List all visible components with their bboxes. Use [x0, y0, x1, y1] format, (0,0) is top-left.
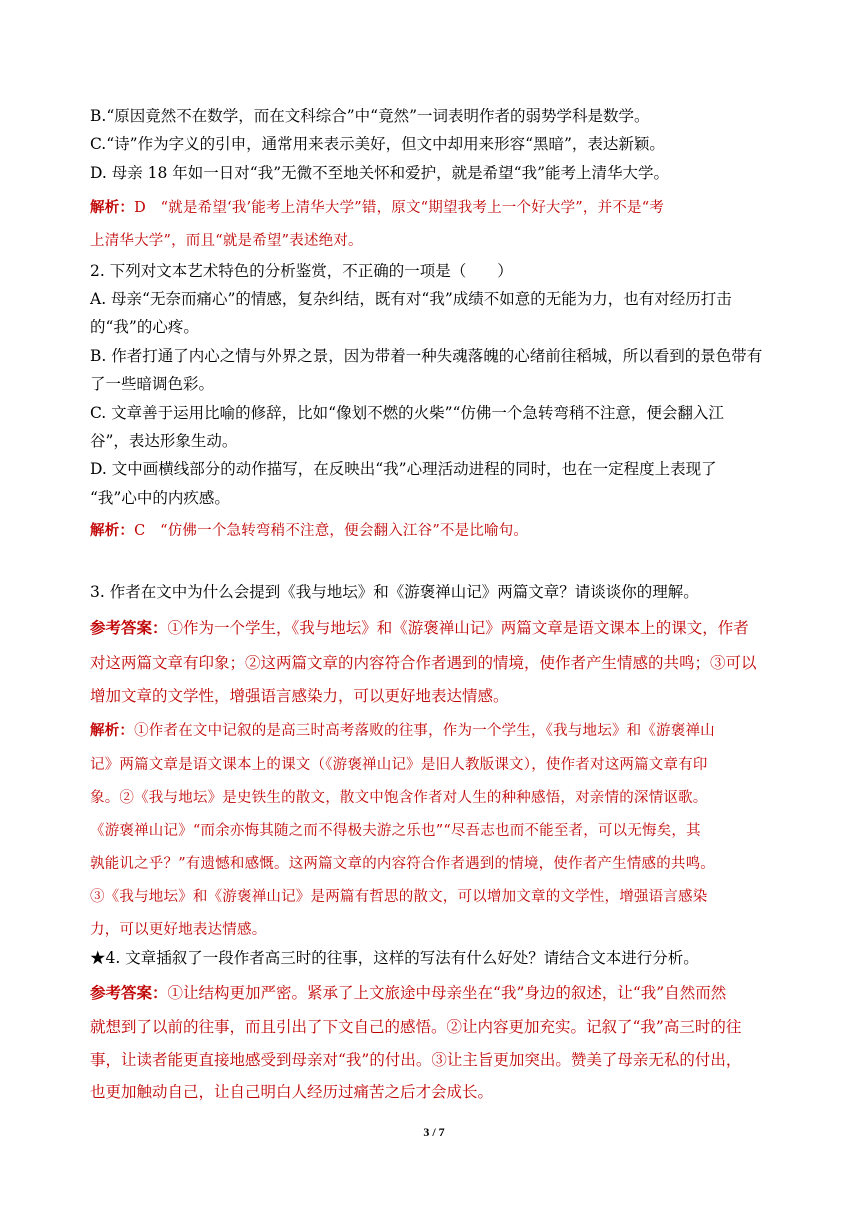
option-c-line: C.“诗”作为字义的引申，通常用来表示美好，但文中却用来形容“黑暗”，表达新颖。	[90, 135, 665, 153]
analysis-text: D “就是希望‘我’能考上清华大学”错，原文“期望我考上一个好大学”，并不是“考	[134, 200, 665, 216]
option-b-cont-2: 了一些暗调色彩。	[90, 375, 215, 393]
analysis-3-cont-4: 孰能讥之乎？”有遗憾和感慨。这两篇文章的内容符合作者遇到的情境，使作者产生情感的共鸣。	[90, 856, 716, 872]
analysis-3-cont-6: 力，可以更好地表达情感。	[90, 922, 267, 938]
option-d-cont-2: “我”心中的内疚感。	[90, 489, 230, 507]
analysis-label: 解析：	[90, 200, 135, 216]
analysis-1-cont: 上清华大学”，而且“就是希望”表述绝对。	[90, 233, 363, 249]
question-4: ★4. 文章插叙了一段作者高三时的往事，这样的写法有什么好处？请结合文本进行分析。	[90, 949, 699, 967]
answer-3-cont-2: 增加文章的文学性，增强语言感染力，可以更好地表达情感。	[90, 687, 509, 705]
analysis-label: 解析：	[90, 723, 135, 739]
question-2: 2. 下列对文本艺术特色的分析鉴赏，不正确的一项是（ ）	[90, 262, 513, 280]
analysis-2-line	[90, 521, 790, 541]
analysis-text: C “仿佛一个急转弯稍不注意，便会翻入江谷”不是比喻句。	[134, 523, 529, 539]
answer-4-cont-3: 也更加触动自己，让自己明白人经历过痛苦之后才会成长。	[90, 1083, 494, 1101]
answer-4-cont-1: 就想到了以前的往事，而且引出了下文自己的感悟。②让内容更加充实。记叙了“我”高三时的往	[90, 1018, 742, 1036]
analysis-1-line	[90, 198, 790, 218]
option-a-cont: 的“我”的心疼。	[90, 318, 199, 336]
analysis-3-cont-2: 象。②《我与地坛》是史铁生的散文，散文中饱含作者对人生的种种感悟，对亲情的深情讴歌。	[90, 790, 708, 806]
page-number: 3 / 7	[423, 1125, 445, 1139]
option-d-line-2: D. 文中画横线部分的动作描写，在反映出“我”心理活动进程的同时，也在一定程度上表现了	[90, 460, 717, 478]
answer-text: ①让结构更加严密。紧承了上文旅途中母亲坐在“我”身边的叙述，让“我”自然而然	[167, 984, 727, 1002]
analysis-3-line	[90, 721, 790, 741]
option-b-line: B.“原因竟然不在数学，而在文科综合”中“竟然”一词表明作者的弱势学科是数学。	[90, 107, 650, 125]
answer-3-cont-1: 对这两篇文章有印象；②这两篇文章的内容符合作者遇到的情境，使作者产生情感的共鸣；③可以	[90, 654, 757, 672]
analysis-3-cont-1: 记》两篇文章是语文课本上的课文（《游褒禅山记》是旧人教版课文），使作者对这两篇文章有印	[90, 757, 708, 773]
analysis-3-cont-5: ③《我与地坛》和《游褒禅山记》是两篇有哲思的散文，可以增加文章的文学性，增强语言感染	[90, 889, 708, 905]
analysis-label: 解析：	[90, 523, 135, 539]
answer-label: 参考答案：	[90, 984, 168, 1002]
answer-text: ①作为一个学生，《我与地坛》和《游褒禅山记》两篇文章是语文课本上的课文，作者	[167, 619, 749, 637]
answer-4-line	[90, 983, 790, 1003]
answer-3-line	[90, 618, 790, 638]
option-c-line-2: C. 文章善于运用比喻的修辞，比如“像划不燃的火柴”“仿佛一个急转弯稍不注意，便会翻入江	[90, 404, 724, 422]
answer-4-cont-2: 事，让读者能更直接地感受到母亲对“我”的付出。③让主旨更加突出。赞美了母亲无私的付出，	[90, 1051, 742, 1069]
answer-label: 参考答案：	[90, 619, 168, 637]
option-b-line-2: B. 作者打通了内心之情与外界之景，因为带着一种失魂落魄的心绪前往稻城，所以看到的景色带有	[90, 347, 763, 365]
option-d-line: D. 母亲 18 年如一日对“我”无微不至地关怀和爱护，就是希望“我”能考上清华大学。	[90, 164, 670, 182]
option-a-line: A. 母亲“无奈而痛心”的情感，复杂纠结，既有对“我”成绩不如意的无能为力，也有对经历打击	[90, 290, 732, 308]
analysis-3-cont-3: 《游褒禅山记》“而余亦悔其随之而不得极夫游之乐也”“尽吾志也而不能至者，可以无悔矣，其	[90, 823, 701, 839]
option-c-cont-2: 谷”，表达形象生动。	[90, 432, 238, 450]
question-3: 3. 作者在文中为什么会提到《我与地坛》和《游褒禅山记》两篇文章？请谈谈你的理解。	[90, 583, 699, 601]
analysis-text: ①作者在文中记叙的是高三时高考落败的往事，作为一个学生，《我与地坛》和《游褒禅山	[134, 723, 715, 739]
